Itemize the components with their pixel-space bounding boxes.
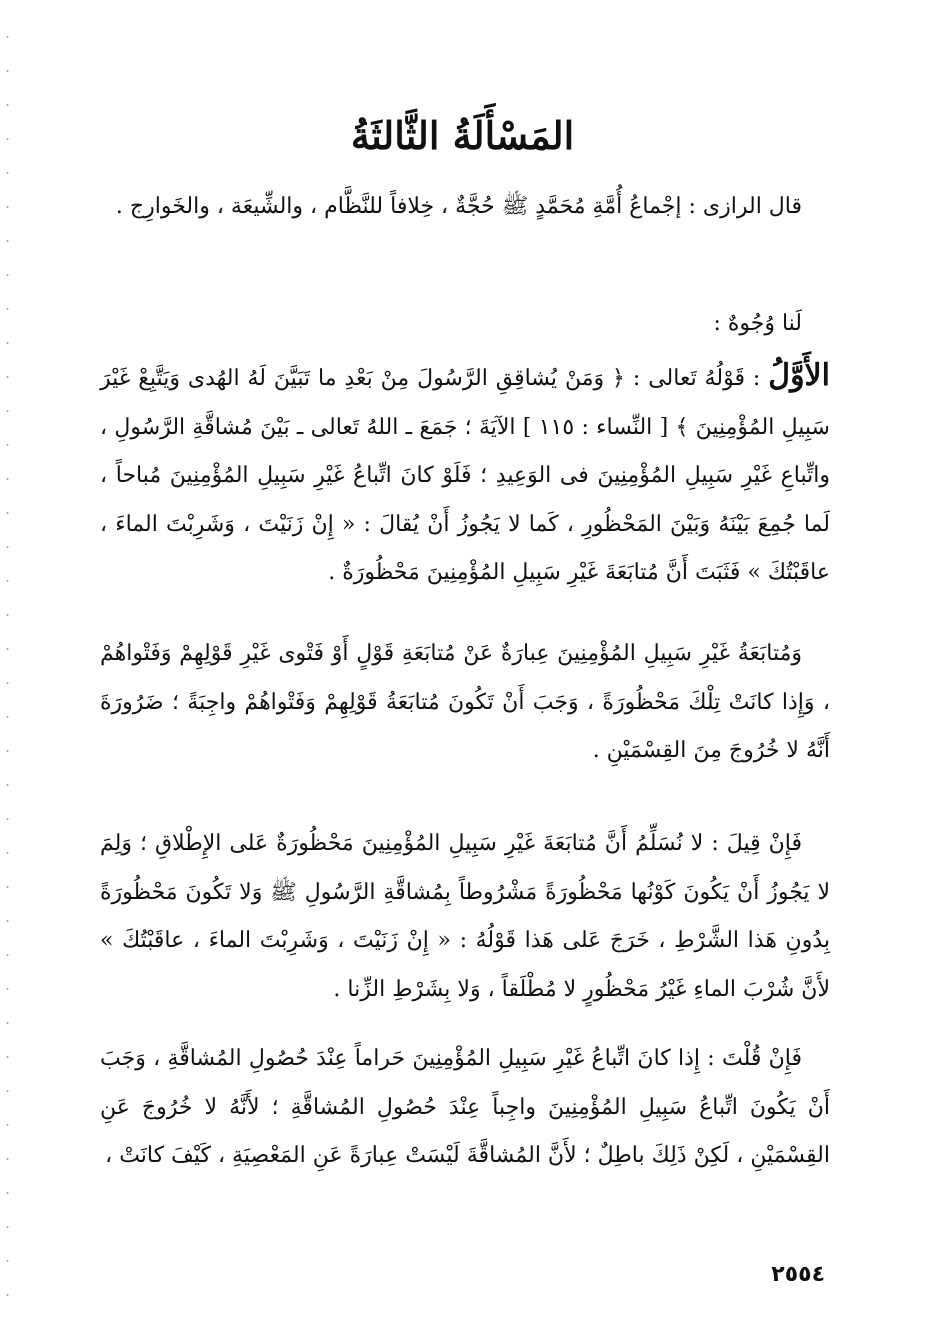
paragraph-following (100, 630, 830, 776)
lead-word: الأَوَّلُ (768, 358, 830, 393)
page-number: ٢٥٥٤ (771, 1262, 825, 1287)
paragraph-first-argument (100, 352, 830, 598)
paragraph-objection (100, 820, 830, 1014)
paragraph-text: : قَوْلُهُ تَعالى : ﴿ وَمَنْ يُشاقِقِ الرَّسُولَ مِنْ بَعْدِ ما تَبَيَّنَ لَهُ الهُدى وَيَتَّبِعْ غَيْرَ سَبِيلِ المُؤْمِنِينَ ﴾ [ النِّساء : ١١٥ ] الآيَةَ ؛ جَمَعَ ـ اللهُ تَعالى ـ بَيْنَ مُشاقَّةِ الرَّسُولِ ، واتِّباعِ غَيْرِ سَبِيلِ المُؤْمِنِينَ فى الوَعِيدِ ؛ فَلَوْ كانَ اتِّباعُ غَيْرِ سَبِيلِ المُؤْمِنِينَ مُباحاً ، لَما جُمِعَ بَيْنَهُ وَبَيْنَ المَحْظُورِ ، كَما لا يَجُوزُ أَنْ يُقالَ : « إِنْ زَنَيْتَ ، وَشَرِبْتَ الماءَ ، عاقَبْتُكَ » فَثَبَتَ أَنَّ مُتابَعَةَ غَيْرِ سَبِيلِ المُؤْمِنِينَ مَحْظُورَةٌ . (100, 366, 830, 585)
paragraph-text: وَمُتابَعَةُ غَيْرِ سَبِيلِ المُؤْمِنِينَ عِبارَةٌ عَنْ مُتابَعَةِ قَوْلٍ أَوْ فَتْوى غَيْرِ قَوْلِهِمْ وَفَتْواهُمْ ، وَإِذا كانَتْ تِلْكَ مَحْظُورَةً ، وَجَبَ أَنْ تَكُونَ مُتابَعَةُ قَوْلِهِمْ وَفَتْواهُمْ واجِبَةً ؛ ضَرُورَةَ أَنَّهُ لا خُرُوجَ مِنَ القِسْمَيْنِ . (100, 641, 830, 763)
paragraph-intro (100, 183, 830, 232)
paragraph-text: قال الرازى : إجْماعُ أُمَّةِ مُحَمَّدٍ ﷺ حُجَّةٌ ، خِلافاً للنَّظَّام ، والشِّيعَة ، والخَوارِج . (115, 194, 802, 219)
paragraph-reply (100, 1035, 830, 1181)
paragraph-reasons-heading (100, 300, 830, 349)
scan-edge-artifact (6, 20, 9, 1320)
section-title: المَسْأَلَةُ الثَّالثَةُ (350, 113, 575, 158)
paragraph-text: فَإِنْ قُلْتَ : إِذا كانَ اتِّباعُ غَيْرِ سَبِيلِ المُؤْمِنِينَ حَراماً عِنْدَ حُصُولِ المُشاقَّةِ ، وَجَبَ أَنْ يَكُونَ اتِّباعُ سَبِيلِ المُؤْمِنِينَ واجِباً عِنْدَ حُصُولِ المُشاقَّةِ ؛ لأَنَّهُ لا خُرُوجَ عَنِ القِسْمَيْنِ ، لَكِنْ ذَلِكَ باطِلٌ ؛ لأَنَّ المُشاقَّةَ لَيْسَتْ عِبارَةً عَنِ المَعْصِيَةِ ، كَيْفَ كانَتْ ، (100, 1046, 830, 1168)
paragraph-text: فَإِنْ قِيلَ : لا نُسَلِّمُ أَنَّ مُتابَعَةَ غَيْرِ سَبِيلِ المُؤْمِنِينَ مَحْظُورَةٌ عَلى الإِطْلاقِ ؛ وَلِمَ لا يَجُوزُ أَنْ يَكُونَ كَوْنُها مَحْظُورَةً مَشْرُوطاً بِمُشاقَّةِ الرَّسُولِ ﷺ وَلا تَكُونَ مَحْظُورَةً بِدُونِ هَذا الشَّرْطِ ، خَرَجَ عَلى هَذا قَوْلُهُ : « إِنْ زَنَيْتَ ، وَشَرِبْتَ الماءَ ، عاقَبْتُكَ » لأَنَّ شُرْبَ الماءِ غَيْرُ مَحْظُورٍ لا مُطْلَقاً ، وَلا بِشَرْطِ الزِّنا . (100, 831, 830, 1002)
paragraph-body (100, 352, 830, 598)
paragraph-text: لَنا وُجُوهٌ : (713, 311, 802, 336)
